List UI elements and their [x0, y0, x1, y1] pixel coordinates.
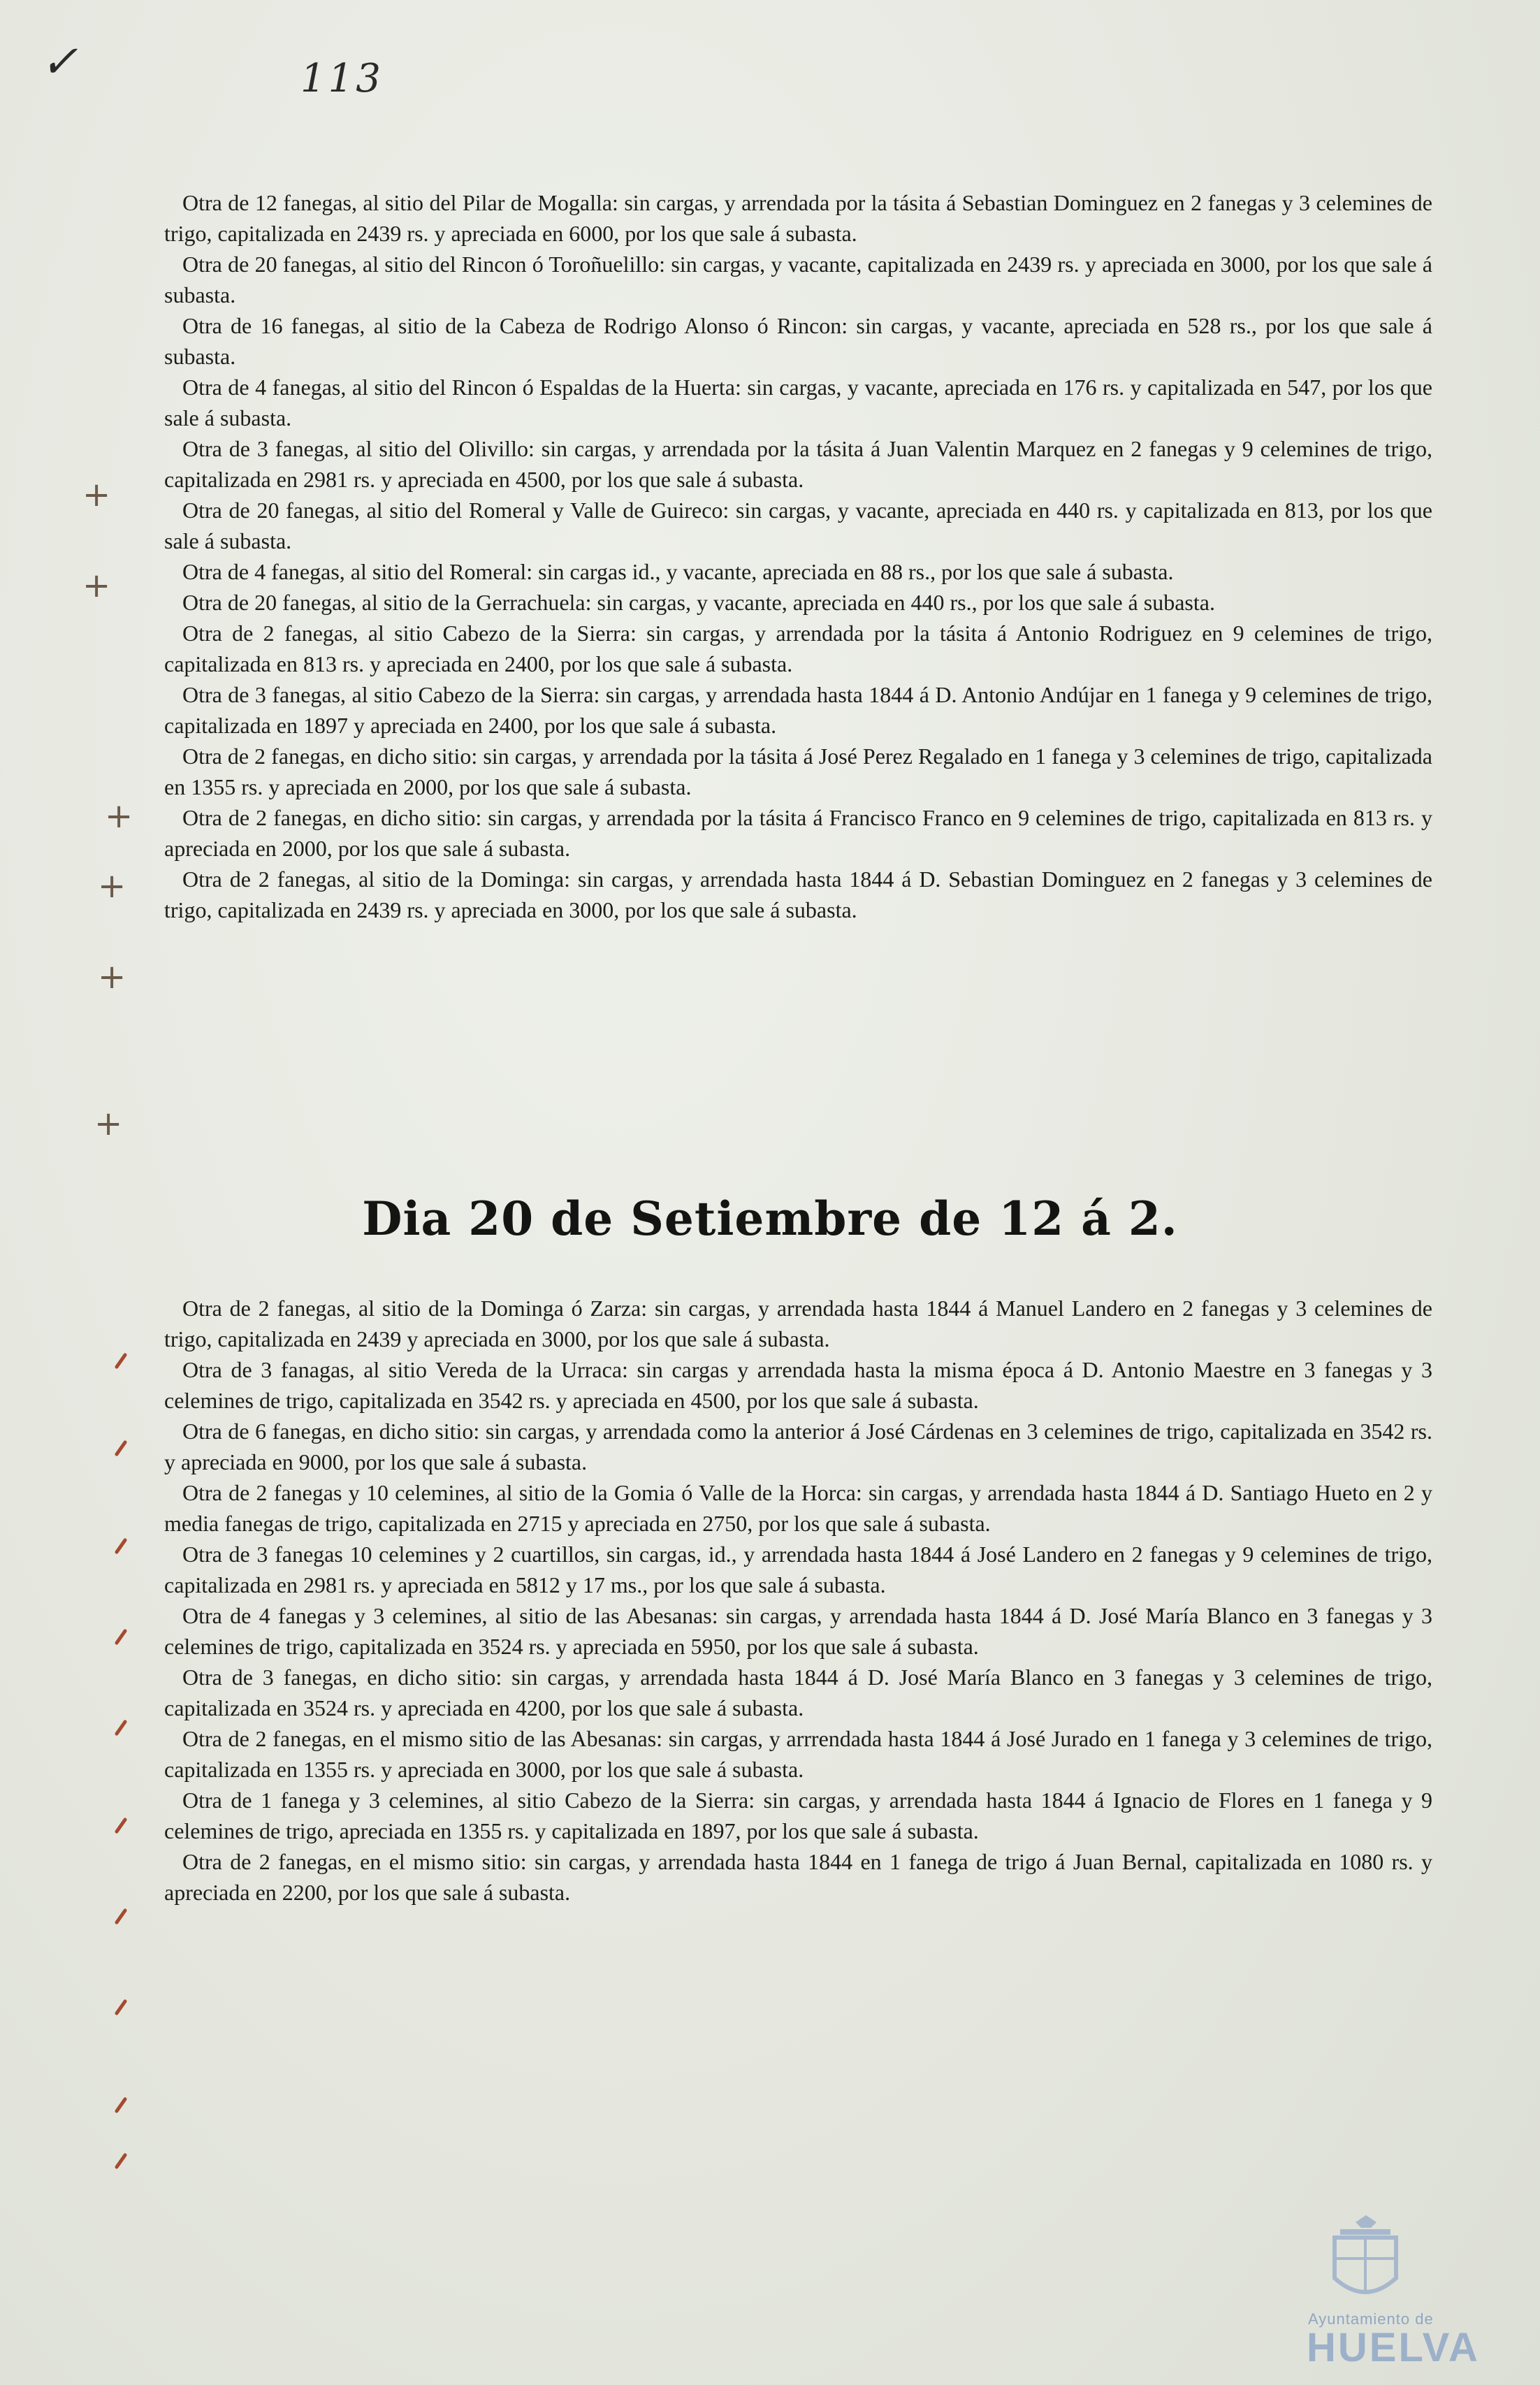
list-item: Otra de 3 fanegas, al sitio Cabezo de la Sierra: sin cargas, y arrendada hasta 1844 á D. Antonio Andújar en 1 fanega y 9 celemines de trigo, capitalizada en 1897 y apreciada en 2400, por los que sale á subasta.: [164, 682, 1432, 738]
list-item: Otra de 16 fanegas, al sitio de la Cabeza de Rodrigo Alonso ó Rincon: sin cargas, y vacante, apreciada en 528 rs., por los que sale á subasta.: [164, 313, 1432, 369]
pencil-cross-mark: +: [94, 1104, 123, 1143]
red-tick-mark: [114, 1537, 127, 1554]
list-item: Otra de 2 fanegas, en el mismo sitio de las Abesanas: sin cargas, y arrrendada hasta 1844 á José Jurado en 1 fanega y 3 celemines de trigo, capitalizada en 1355 rs. y apreciada en 3000, por los que sale á subasta.: [164, 1726, 1432, 1782]
pencil-cross-mark: +: [105, 797, 133, 836]
list-item: Otra de 6 fanegas, en dicho sitio: sin cargas, y arrendada como la anterior á José Cárdenas en 3 celemines de trigo, capitalizada en 3542 rs. y apreciada en 9000, por los que sale á subasta.: [164, 1419, 1432, 1474]
corner-check-mark: ✓: [41, 36, 78, 88]
list-item: Otra de 4 fanegas y 3 celemines, al sitio de las Abesanas: sin cargas, y arrendada hasta 1844 á D. José María Blanco en 3 fanegas y 3 celemines de trigo, capitalizada en 3524 rs. y apreciada en 5950, por los que sale á subasta.: [164, 1603, 1432, 1659]
red-tick-mark: [114, 1719, 127, 1736]
red-tick-mark: [114, 1999, 127, 2015]
list-item: Otra de 4 fanegas, al sitio del Romeral: sin cargas id., y vacante, apreciada en 88 rs., por los que sale á subasta.: [182, 559, 1174, 584]
list-item: Otra de 20 fanegas, al sitio de la Gerrachuela: sin cargas, y vacante, apreciada en 440 rs., por los que sale á subasta.: [182, 590, 1215, 615]
list-item: Otra de 12 fanegas, al sitio del Pilar de Mogalla: sin cargas, y arrendada por la tásita á Sebastian Dominguez en 2 fanegas y 3 celemines de trigo, capitalizada en 2439 rs. y apreciada en 6000, por los que sale á subasta.: [164, 190, 1432, 246]
section-heading-date: Dia 20 de Setiembre de 12 á 2.: [362, 1191, 1178, 1246]
list-item: Otra de 20 fanegas, al sitio del Romeral y Valle de Guireco: sin cargas, y vacante, apreciada en 440 rs. y capitalizada en 813, por los que sale á subasta.: [164, 498, 1432, 553]
seal-caption: Ayuntamiento de: [1308, 2310, 1434, 2328]
red-tick-mark: [114, 2152, 127, 2169]
list-item: Otra de 3 fanegas, al sitio del Olivillo: sin cargas, y arrendada por la tásita á Juan Valentin Marquez en 2 fanegas y 9 celemines de trigo, capitalizada en 2981 rs. y apreciada en 4500, por los que sale á subasta.: [164, 436, 1432, 492]
pencil-cross-mark: +: [82, 475, 111, 514]
list-item: Otra de 3 fanagas, al sitio Vereda de la Urraca: sin cargas y arrendada hasta la misma época á D. Antonio Maestre en 3 fanegas y 3 celemines de trigo, capitalizada en 3542 rs. y apreciada en 4500, por los que sale á subasta.: [164, 1357, 1432, 1413]
auction-list-section-a: [164, 187, 1432, 925]
red-tick-mark: [114, 1908, 127, 1924]
red-tick-mark: [114, 1817, 127, 1834]
pencil-cross-mark: +: [98, 957, 126, 996]
list-item: Otra de 2 fanegas, en dicho sitio: sin cargas, y arrendada por la tásita á Francisco Franco en 9 celemines de trigo, capitalizada en 813 rs. y apreciada en 2000, por los que sale á subasta.: [164, 805, 1432, 861]
red-tick-mark: [114, 2096, 127, 2113]
list-item: Otra de 3 fanegas, en dicho sitio: sin cargas, y arrendada hasta 1844 á D. José María Blanco en 3 fanegas y 3 celemines de trigo, capitalizada en 3524 rs. y apreciada en 4200, por los que sale á subasta.: [164, 1665, 1432, 1720]
list-item: Otra de 4 fanegas, al sitio del Rincon ó Espaldas de la Huerta: sin cargas, y vacante, apreciada en 176 rs. y capitalizada en 547, por los que sale á subasta.: [164, 375, 1432, 430]
list-item: Otra de 2 fanegas, en dicho sitio: sin cargas, y arrendada por la tásita á José Perez Regalado en 1 fanega y 3 celemines de trigo, capitalizada en 1355 rs. y apreciada en 2000, por los que sale á subasta.: [164, 744, 1432, 799]
red-tick-mark: [114, 1352, 127, 1369]
list-item: Otra de 2 fanegas, en el mismo sitio: sin cargas, y arrendada hasta 1844 en 1 fanega de trigo á Juan Bernal, capitalizada en 1080 rs. y apreciada en 2200, por los que sale á subasta.: [164, 1849, 1432, 1905]
red-tick-mark: [114, 1628, 127, 1645]
list-item: Otra de 2 fanegas, al sitio de la Dominga: sin cargas, y arrendada hasta 1844 á D. Sebastian Dominguez en 2 fanegas y 3 celemines de trigo, capitalizada en 2439 rs. y apreciada en 3000, por los que sale á subasta.: [164, 867, 1432, 922]
auction-list-section-b: [164, 1293, 1432, 1908]
list-item: Otra de 2 fanegas, al sitio de la Dominga ó Zarza: sin cargas, y arrendada hasta 1844 á Manuel Landero en 2 fanegas y 3 celemines de trigo, capitalizada en 2439 y apreciada en 3000, por los que sale á subasta.: [164, 1296, 1432, 1351]
handwritten-folio-number: 113: [300, 56, 384, 101]
pencil-cross-mark: +: [98, 867, 126, 906]
list-item: Otra de 3 fanegas 10 celemines y 2 cuartillos, sin cargas, id., y arrendada hasta 1844 á José Landero en 2 fanegas y 9 celemines de trigo, capitalizada en 2981 rs. y apreciada en 5812 y 17 ms., por los que sale á subasta.: [164, 1542, 1432, 1597]
list-item: Otra de 20 fanegas, al sitio del Rincon ó Toroñuelillo: sin cargas, y vacante, capitalizada en 2439 rs. y apreciada en 3000, por los que sale á subasta.: [164, 252, 1432, 307]
red-tick-mark: [114, 1440, 127, 1456]
list-item: Otra de 2 fanegas y 10 celemines, al sitio de la Gomia ó Valle de la Horca: sin cargas, y arrendada hasta 1844 á D. Santiago Hueto en 2 y media fanegas de trigo, capitalizada en 2715 y apreciada en 2750, por los que sale á subasta.: [164, 1480, 1432, 1536]
seal-city-name: HUELVA: [1307, 2325, 1480, 2370]
pencil-cross-mark: +: [82, 566, 111, 605]
list-item: Otra de 1 fanega y 3 celemines, al sitio Cabezo de la Sierra: sin cargas, y arrendada hasta 1844 á Ignacio de Flores en 1 fanega y 9 celemines de trigo, apreciada en 1355 rs. y capitalizada en 1897, por los que sale á subasta.: [164, 1788, 1432, 1843]
list-item: Otra de 2 fanegas, al sitio Cabezo de la Sierra: sin cargas, y arrendada por la tásita á Antonio Rodriguez en 9 celemines de trigo, capitalizada en 813 rs. y apreciada en 2400, por los que sale á subasta.: [164, 621, 1432, 676]
